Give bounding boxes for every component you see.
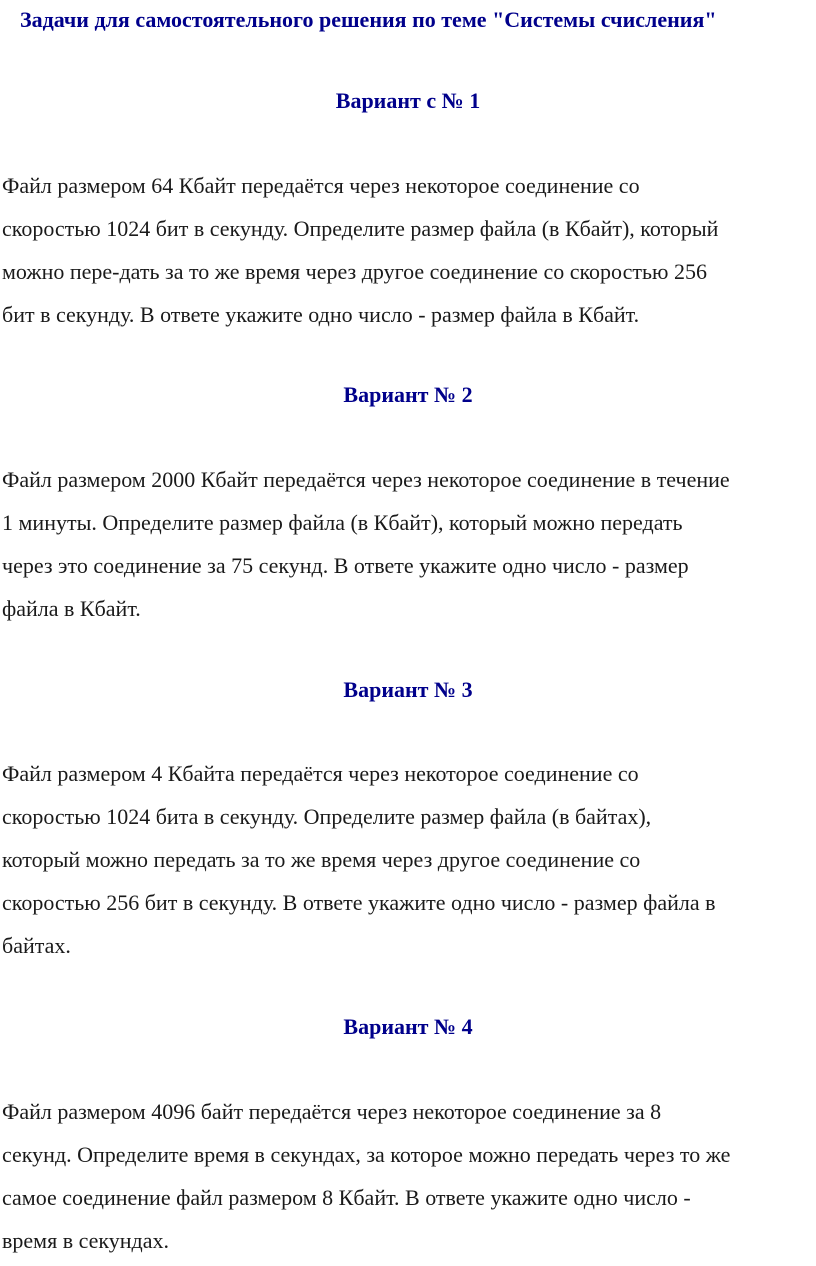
task-line: самое соединение файл размером 8 Кбайт. В ответе укажите одно число - [2,1185,691,1210]
variant-2-task-text [2,458,814,630]
task-line: Файл размером 2000 Кбайт передаётся через некоторое соединение в течение [2,467,730,492]
task-line: Файл размером 64 Кбайт передаётся через некоторое соединение со [2,173,640,198]
task-line: скоростью 256 бит в секунду. В ответе укажите одно число - размер файла в [2,890,716,915]
task-line: бит в секунду. В ответе укажите одно число - размер файла в Кбайт. [2,302,640,327]
variant-2-heading: Вариант № 2 [343,382,473,407]
task-line: скоростью 1024 бит в секунду. Определите размер файла (в Кбайт), который [2,216,719,241]
task-line: через это соединение за 75 секунд. В ответе укажите одно число - размер [2,553,689,578]
task-line: секунд. Определите время в секундах, за которое можно передать через то же [2,1142,731,1167]
task-line: 1 минуты. Определите размер файла (в Кбайт), который можно передать [2,510,683,535]
variant-4-heading: Вариант № 4 [343,1014,473,1039]
task-line: который можно передать за то же время через другое соединение со [2,847,641,872]
task-line: файла в Кбайт. [2,596,141,621]
task-line: байтах. [2,933,71,958]
task-line: время в секундах. [2,1228,169,1253]
task-line: Файл размером 4 Кбайта передаётся через некоторое соединение со [2,761,639,786]
variant-1-task-text [2,164,814,336]
task-line: скоростью 1024 бита в секунду. Определите размер файла (в байтах), [2,804,652,829]
variant-1-heading: Вариант с № 1 [335,88,481,113]
variant-3-heading: Вариант № 3 [343,677,473,702]
variant-3-task-text [2,752,814,967]
document-title: Задачи для самостоятельного решения по теме "Системы счисления" [20,7,717,32]
variant-4-task-text [2,1090,814,1262]
task-line: можно пере-дать за то же время через другое соединение со скоростью 256 [2,259,707,284]
task-line: Файл размером 4096 байт передаётся через некоторое соединение за 8 [2,1099,662,1124]
